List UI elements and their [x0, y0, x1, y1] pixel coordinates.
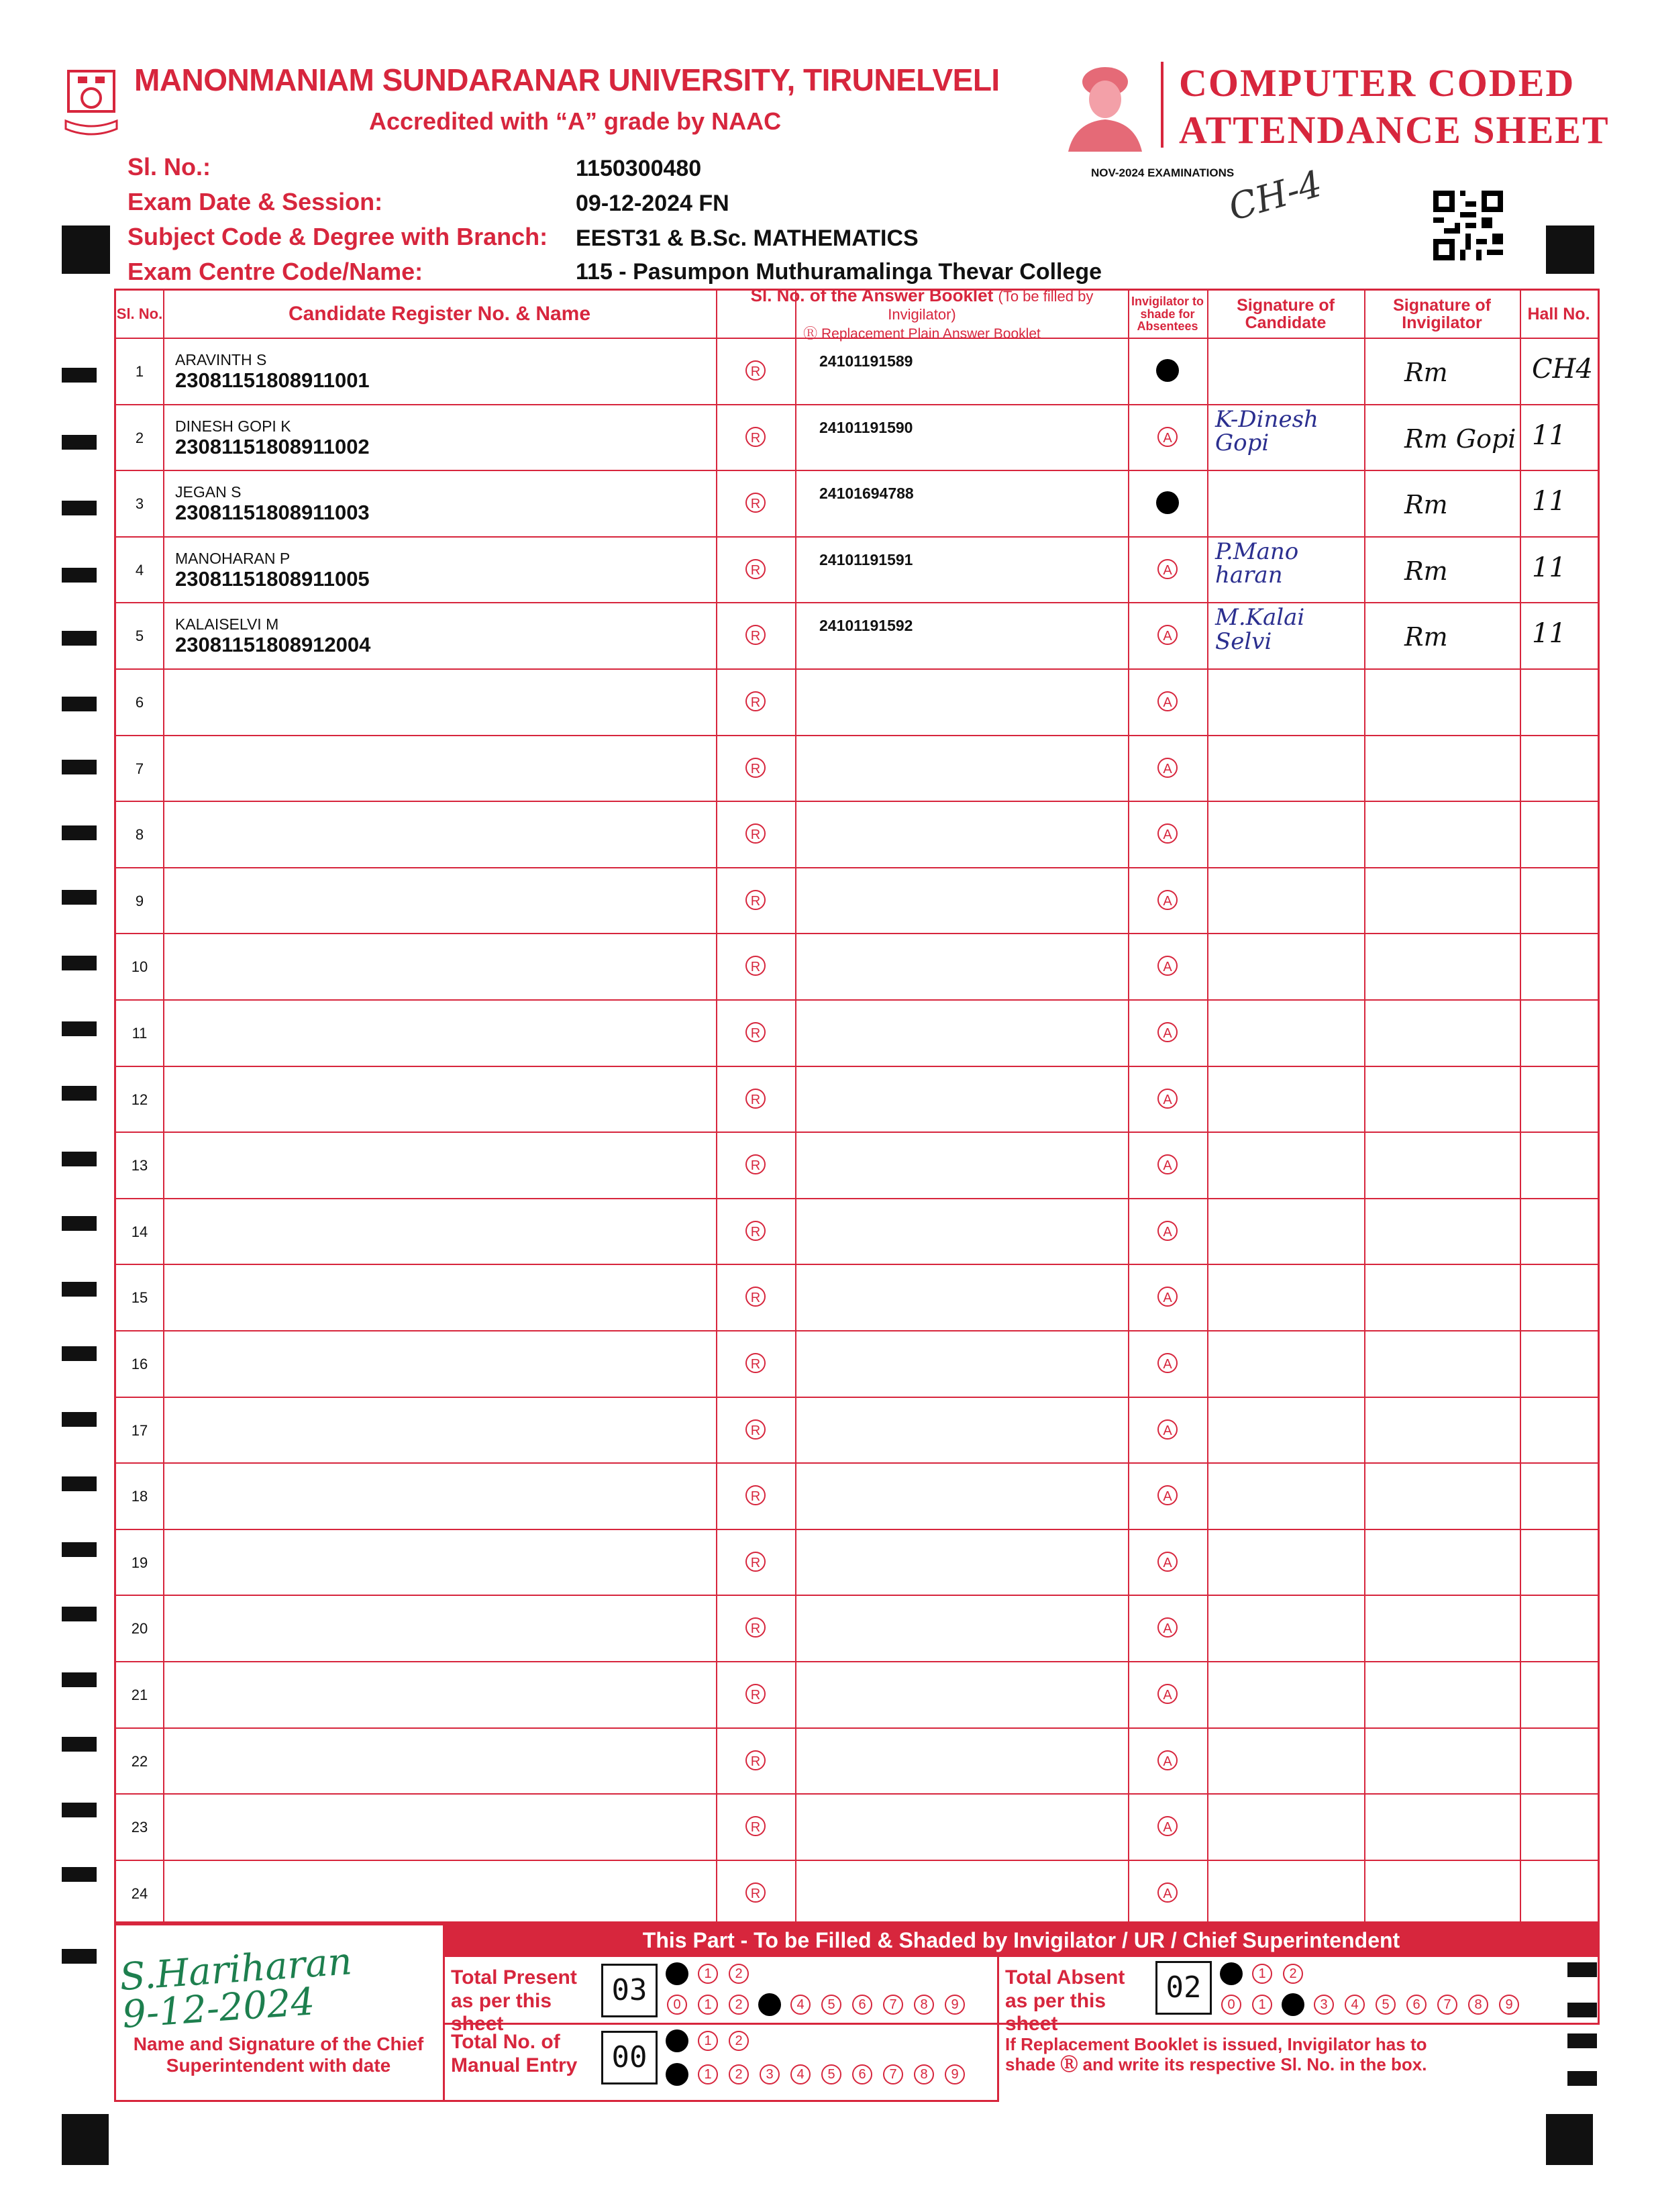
absent-bubble[interactable]: A [1157, 1353, 1178, 1373]
invigilator-signature: Rm [1404, 622, 1448, 652]
absent-bubble-filled[interactable] [1156, 359, 1179, 382]
row-sl-no: 11 [132, 1025, 148, 1042]
hall-no: 11 [1532, 618, 1566, 650]
row-divider [116, 668, 1598, 670]
candidate-name: ARAVINTH S [175, 351, 267, 368]
accreditation-text: Accredited with “A” grade by NAAC [369, 107, 782, 135]
replacement-bubble[interactable]: R [745, 691, 766, 711]
row-sl-no: 8 [135, 826, 144, 844]
digit-bubble-filled[interactable] [1220, 1962, 1243, 1985]
header-sig-candidate: Signature of Candidate [1237, 295, 1335, 332]
absent-bubble[interactable]: A [1157, 1552, 1178, 1572]
summary-banner: This Part - To be Filled & Shaded by Invigilator / UR / Chief Superintendent [443, 1923, 1600, 1957]
replacement-bubble[interactable]: R [745, 559, 766, 579]
total-absent-label: Total Absent as per this sheet [1005, 1966, 1125, 2035]
replacement-bubble[interactable]: R [745, 360, 766, 381]
candidate-name: MANOHARAN P [175, 549, 291, 567]
digit-bubble[interactable]: 4 [1345, 1995, 1365, 2015]
replacement-bubble[interactable]: R [745, 1750, 766, 1770]
replacement-bubble[interactable]: R [745, 1353, 766, 1373]
replacement-bubble[interactable]: R [745, 890, 766, 910]
header-divider [1161, 62, 1163, 148]
summary-section [114, 1923, 1600, 2102]
hall-no: 11 [1532, 419, 1566, 451]
invigilator-signature: Rm [1404, 556, 1448, 586]
row-divider [116, 735, 1598, 736]
digit-bubble[interactable]: 8 [914, 2064, 934, 2084]
absent-bubble[interactable]: A [1157, 1022, 1178, 1042]
hall-no: CH4 [1532, 354, 1593, 385]
replacement-bubble[interactable]: R [745, 1287, 766, 1307]
header-replacement: Ⓡ Replacement Plain Answer Booklet [803, 326, 1041, 342]
timing-mark [62, 568, 97, 583]
row-divider [116, 1264, 1598, 1265]
exam-session-label: NOV-2024 EXAMINATIONS [1091, 166, 1235, 179]
absent-bubble[interactable]: A [1157, 691, 1178, 711]
absent-bubble[interactable]: A [1157, 1816, 1178, 1836]
row-sl-no: 15 [131, 1289, 148, 1307]
digit-bubble[interactable]: 9 [945, 2064, 965, 2084]
chief-superintendent-signature: S.Hariharan 9-12-2024 [118, 1940, 354, 2038]
attendance-table [114, 285, 1600, 1923]
row-sl-no: 21 [131, 1687, 148, 1703]
absent-bubble[interactable]: A [1157, 823, 1178, 844]
candidate-register-no: 23081151808911005 [175, 566, 370, 591]
header-sig-invigilator: Signature of Invigilator [1393, 295, 1491, 332]
header-hall: Hall No. [1527, 304, 1590, 323]
replacement-bubble[interactable]: R [745, 823, 766, 844]
answer-booklet-no[interactable]: 24101191589 [819, 352, 913, 370]
timing-mark [62, 890, 97, 905]
row-divider [116, 1330, 1598, 1331]
digit-bubble[interactable]: 4 [790, 1995, 811, 2015]
digit-bubble-filled[interactable] [666, 1962, 688, 1985]
digit-bubble[interactable]: 1 [698, 2064, 718, 2084]
absent-bubble[interactable]: A [1157, 956, 1178, 976]
invigilator-signature: Rm Gopi [1404, 423, 1516, 454]
timing-mark [62, 825, 97, 840]
digit-bubble[interactable]: 6 [852, 2064, 872, 2084]
row-sl-no: 13 [131, 1157, 148, 1174]
absent-bubble[interactable]: A [1157, 1684, 1178, 1704]
chief-superintendent-label: Name and Signature of the Chief Superintendent with date [133, 2033, 424, 2076]
replacement-bubble[interactable]: R [745, 1552, 766, 1572]
digit-bubble[interactable]: 7 [883, 2064, 903, 2084]
row-sl-no: 22 [131, 1752, 148, 1770]
replacement-bubble[interactable]: R [745, 1485, 766, 1505]
replacement-bubble[interactable]: R [745, 956, 766, 976]
timing-mark [62, 1476, 97, 1491]
row-divider [116, 1198, 1598, 1199]
absent-bubble[interactable]: A [1157, 625, 1178, 645]
candidate-register-no: 23081151808911002 [175, 434, 370, 458]
row-sl-no: 17 [131, 1421, 148, 1439]
digit-bubble-filled[interactable] [758, 1993, 781, 2016]
row-sl-no: 24 [131, 1884, 148, 1902]
row-divider [116, 1066, 1598, 1067]
digit-bubble[interactable]: 2 [729, 2031, 749, 2051]
row-sl-no: 7 [135, 760, 144, 777]
row-divider [116, 1529, 1598, 1530]
answer-booklet-no[interactable]: 24101191590 [819, 418, 913, 436]
candidate-register-no: 23081151808911003 [175, 501, 370, 525]
replacement-bubble[interactable]: R [745, 625, 766, 645]
absent-bubble[interactable]: A [1157, 1419, 1178, 1440]
absent-bubble[interactable]: A [1157, 559, 1178, 579]
invigilator-signature: Rm [1404, 358, 1448, 387]
digit-bubble[interactable]: 1 [698, 2031, 718, 2051]
digit-bubble[interactable]: 6 [1406, 1995, 1427, 2015]
timing-mark [62, 1346, 97, 1361]
digit-bubble[interactable]: 6 [852, 1995, 872, 2015]
total-present-box[interactable]: 03 [601, 1964, 658, 2017]
row-sl-no: 23 [131, 1819, 148, 1836]
timing-mark [62, 1216, 97, 1231]
row-divider [116, 1397, 1598, 1398]
header-sl-no: Sl. No. [116, 305, 163, 323]
sl-no-label: Sl. No.: [127, 153, 211, 181]
row-sl-no: 12 [131, 1091, 148, 1108]
timing-mark [62, 1152, 97, 1166]
timing-mark [62, 1021, 97, 1036]
replacement-bubble[interactable]: R [745, 758, 766, 778]
row-sl-no: 3 [135, 495, 144, 513]
sheet-title-line1: COMPUTER CODED [1179, 61, 1575, 105]
absent-bubble[interactable]: A [1157, 1485, 1178, 1505]
timing-mark [62, 435, 97, 450]
candidate-name: KALAISELVI M [175, 615, 279, 634]
row-sl-no: 20 [131, 1620, 148, 1638]
replacement-bubble[interactable]: R [745, 1684, 766, 1704]
absent-bubble[interactable]: A [1157, 758, 1178, 778]
row-sl-no: 9 [135, 892, 144, 909]
digit-bubble[interactable]: 3 [1314, 1995, 1334, 2015]
row-sl-no: 1 [135, 363, 144, 380]
digit-bubble[interactable]: 5 [821, 2064, 841, 2084]
absent-bubble[interactable]: A [1157, 1750, 1178, 1770]
row-sl-no: 5 [135, 627, 144, 645]
row-divider [116, 933, 1598, 934]
hall-no: 11 [1532, 486, 1566, 517]
absent-bubble[interactable]: A [1157, 1287, 1178, 1307]
absent-bubble[interactable]: A [1157, 427, 1178, 447]
row-sl-no: 16 [131, 1356, 148, 1372]
digit-bubble[interactable]: 1 [698, 1964, 718, 1984]
replacement-bubble[interactable]: R [745, 427, 766, 447]
replacement-bubble[interactable]: R [745, 1419, 766, 1440]
sheet-title-line2: ATTENDANCE SHEET [1179, 108, 1610, 152]
subject-label: Subject Code & Degree with Branch: [127, 223, 548, 250]
replacement-note: If Replacement Booklet is issued, Invigilator has to shade Ⓡ and write its respective Sl. No. in the box. [1005, 2034, 1427, 2074]
row-sl-no: 2 [135, 429, 144, 446]
row-divider [116, 867, 1598, 868]
timing-mark [62, 1803, 97, 1817]
row-divider [116, 1793, 1598, 1795]
row-divider [116, 404, 1598, 405]
subject-value: EEST31 & B.Sc. MATHEMATICS [576, 225, 919, 251]
timing-mark [62, 1412, 97, 1427]
digit-bubble[interactable]: 1 [1252, 1995, 1272, 2015]
candidate-name: JEGAN S [175, 483, 242, 501]
timing-mark [62, 1086, 97, 1101]
row-divider [116, 536, 1598, 538]
hall-no: 11 [1532, 552, 1566, 583]
answer-booklet-no[interactable]: 24101191591 [819, 550, 913, 568]
row-sl-no: 6 [135, 694, 144, 711]
digit-bubble[interactable]: 1 [698, 1995, 718, 2015]
absent-bubble[interactable]: A [1157, 1882, 1178, 1903]
timing-mark [62, 1737, 97, 1752]
row-divider [116, 1462, 1598, 1464]
digit-bubble[interactable]: 1 [1252, 1964, 1272, 1984]
corner-mark-top-left [62, 225, 110, 274]
candidate-signature: M.Kalai Selvi [1215, 604, 1305, 656]
exam-date-label: Exam Date & Session: [127, 188, 383, 215]
timing-mark [62, 760, 97, 774]
answer-booklet-no[interactable]: 24101694788 [819, 485, 914, 503]
answer-booklet-no[interactable]: 24101191592 [819, 617, 913, 635]
manual-entry-label: Total No. of Manual Entry [451, 2031, 578, 2076]
digit-bubble[interactable]: 4 [790, 2064, 811, 2084]
corner-mark-top-right [1546, 225, 1594, 274]
row-divider [116, 1132, 1598, 1133]
exam-centre-label: Exam Centre Code/Name: [127, 258, 423, 285]
corner-mark-bottom-left [62, 2114, 109, 2165]
digit-bubble-filled[interactable] [666, 2063, 688, 2086]
digit-bubble[interactable]: 5 [1376, 1995, 1396, 2015]
absent-bubble[interactable]: A [1157, 1617, 1178, 1638]
row-divider [116, 1661, 1598, 1662]
timing-mark [62, 368, 97, 383]
timing-mark [62, 1542, 97, 1557]
handwritten-hall-note: CH-4 [1224, 162, 1327, 230]
timing-mark [62, 501, 97, 515]
university-name: MANONMANIAM SUNDARANAR UNIVERSITY, TIRUNELVELI [134, 62, 1000, 97]
digit-bubble[interactable]: 5 [821, 1995, 841, 2015]
timing-mark [62, 1867, 97, 1882]
absent-bubble[interactable]: A [1157, 1221, 1178, 1241]
invigilator-signature: Rm [1404, 490, 1448, 520]
replacement-bubble[interactable]: R [745, 1882, 766, 1903]
row-divider [116, 1727, 1598, 1729]
row-sl-no: 4 [135, 561, 144, 579]
exam-centre-value: 115 - Pasumpon Muthuramalinga Thevar College [576, 259, 1102, 285]
corner-mark-bottom-right [1546, 2114, 1593, 2165]
digit-bubble[interactable]: 0 [1221, 1995, 1241, 2015]
replacement-bubble[interactable]: R [745, 1816, 766, 1836]
header-candidate: Candidate Register No. & Name [288, 303, 591, 325]
candidate-signature: K-Dinesh Gopi [1215, 405, 1318, 457]
timing-mark [62, 697, 97, 711]
header-booklet [716, 285, 1128, 342]
timing-mark [62, 1607, 97, 1621]
replacement-bubble[interactable]: R [745, 1089, 766, 1109]
total-absent-box[interactable]: 02 [1155, 1961, 1212, 2015]
timing-mark [62, 956, 97, 970]
row-divider [116, 1860, 1598, 1861]
replacement-bubble[interactable]: R [745, 1617, 766, 1638]
replacement-bubble[interactable]: R [745, 1022, 766, 1042]
row-sl-no: 14 [131, 1223, 148, 1240]
replacement-bubble[interactable]: R [745, 493, 766, 513]
row-divider [116, 1595, 1598, 1596]
manual-entry-box[interactable]: 00 [601, 2031, 658, 2084]
digit-bubble[interactable]: 3 [760, 2064, 780, 2084]
qr-code [1433, 191, 1503, 260]
replacement-bubble[interactable]: R [745, 1154, 766, 1174]
digit-bubble[interactable]: 2 [1283, 1964, 1303, 1984]
timing-mark [62, 1949, 97, 1964]
digit-bubble[interactable]: 0 [667, 1995, 687, 2015]
digit-bubble[interactable]: 7 [883, 1995, 903, 2015]
absent-bubble[interactable]: A [1157, 1089, 1178, 1109]
digit-bubble[interactable]: 2 [729, 1995, 749, 2015]
digit-bubble[interactable]: 7 [1437, 1995, 1457, 2015]
total-present-label: Total Present as per this sheet [451, 1966, 577, 2035]
row-divider [116, 999, 1598, 1001]
digit-bubble[interactable]: 2 [729, 2064, 749, 2084]
digit-bubble[interactable]: 9 [945, 1995, 965, 2015]
sl-no-value: 1150300480 [576, 156, 702, 181]
digit-bubble-filled[interactable] [666, 2029, 688, 2052]
digit-bubble[interactable]: 8 [914, 1995, 934, 2015]
digit-bubble[interactable]: 9 [1499, 1995, 1519, 2015]
founder-portrait [1062, 58, 1149, 152]
absent-bubble-filled[interactable] [1156, 491, 1179, 514]
candidate-name: DINESH GOPI K [175, 417, 291, 435]
candidate-register-no: 23081151808911001 [175, 368, 370, 392]
row-divider [116, 602, 1598, 603]
timing-mark [62, 1282, 97, 1297]
candidate-register-no: 23081151808912004 [175, 633, 371, 657]
header-booklet-note: (To be filled by Invigilator) [888, 287, 1094, 323]
row-sl-no: 18 [131, 1488, 148, 1505]
candidate-signature: P.Mano haran [1215, 538, 1299, 589]
digit-bubble[interactable]: 8 [1468, 1995, 1488, 2015]
header-booklet-title: Sl. No. of the Answer Booklet [750, 285, 994, 305]
row-divider [116, 470, 1598, 471]
absent-bubble[interactable]: A [1157, 890, 1178, 910]
exam-date-value: 09-12-2024 FN [576, 191, 729, 216]
absent-bubble[interactable]: A [1157, 1154, 1178, 1174]
row-divider [116, 801, 1598, 802]
row-sl-no: 10 [131, 958, 148, 976]
digit-bubble[interactable]: 2 [729, 1964, 749, 1984]
university-logo [59, 67, 123, 141]
row-sl-no: 19 [131, 1554, 148, 1571]
digit-bubble-filled[interactable] [1282, 1993, 1304, 2016]
replacement-bubble[interactable]: R [745, 1221, 766, 1241]
timing-mark [62, 631, 97, 646]
header-absent-shade: Invigilator to shade for Absentees [1131, 294, 1204, 334]
timing-mark [62, 1672, 97, 1687]
